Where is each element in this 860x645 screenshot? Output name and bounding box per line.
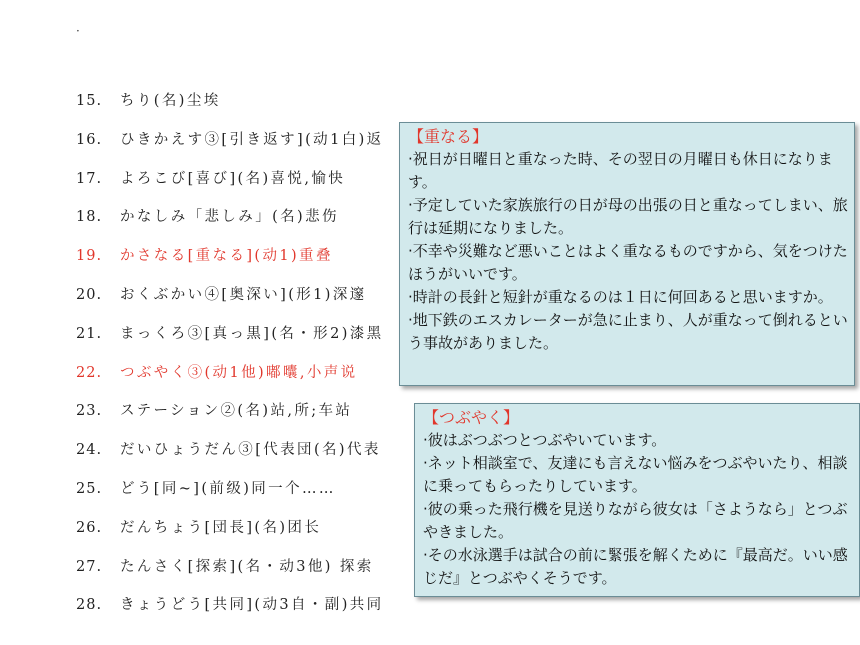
example-sentence: ·彼の乗った飛行機を見送りながら彼女は「さようなら」とつぶやきました。 xyxy=(423,500,848,541)
vocab-number: 22. xyxy=(76,364,103,381)
vocab-item-highlighted xyxy=(76,241,384,280)
page-mark: · xyxy=(76,24,80,38)
vocab-item-highlighted xyxy=(76,358,384,397)
vocab-number: 26. xyxy=(76,519,103,536)
vocab-number: 16. xyxy=(76,131,103,148)
vocab-item xyxy=(76,125,384,164)
vocab-number: 24. xyxy=(76,442,103,459)
vocab-text: だいひょうだん③[代表団(名)代表 xyxy=(120,442,381,459)
vocab-number: 19. xyxy=(76,248,103,265)
vocab-text: かさなる[重なる](动1)重叠 xyxy=(120,248,333,265)
vocab-number: 27. xyxy=(76,558,103,575)
vocab-number: 28. xyxy=(76,597,103,614)
example-sentence: ·地下鉄のエスカレーターが急に止まり、人が重なって倒れるという事故がありました。 xyxy=(408,311,848,352)
example-sentence: ·予定していた家族旅行の日が母の出張の日と重なってしまい、旅行は延期になりました。 xyxy=(408,196,848,237)
vocab-item xyxy=(76,396,384,435)
vocab-item xyxy=(76,164,384,203)
vocabulary-list xyxy=(76,86,384,629)
vocab-text: ちり(名)尘埃 xyxy=(120,93,221,109)
vocab-item xyxy=(76,552,384,591)
vocab-item xyxy=(76,86,384,125)
vocab-number: 17. xyxy=(76,170,103,187)
vocab-text: おくぶかい④[奥深い](形1)深邃 xyxy=(120,286,367,303)
example-box-kasanaru xyxy=(399,122,855,386)
vocab-text: たんさく[探索](名・动3他) 探索 xyxy=(120,558,374,575)
example-box-tsubuyaku xyxy=(414,403,860,597)
vocab-number: 21. xyxy=(76,325,103,342)
vocab-number: 20. xyxy=(76,286,103,303)
vocab-item xyxy=(76,513,384,552)
example-sentence: ·不幸や災難など悪いことはよく重なるものですから、気をつけたほうがいいです。 xyxy=(408,242,848,283)
vocab-text: よろこび[喜び](名)喜悦,愉快 xyxy=(120,170,346,187)
example-sentence: ·ネット相談室で、友達にも言えない悩みをつぶやいたり、相談に乗ってもらったりしています。 xyxy=(423,454,848,495)
example-box-heading: 【つぶやく】 xyxy=(423,408,520,427)
vocab-number: 23. xyxy=(76,403,103,420)
vocab-item xyxy=(76,590,384,629)
vocab-item xyxy=(76,202,384,241)
vocab-number: 25. xyxy=(76,480,103,497)
vocab-text: どう[同~](前级)同一个…… xyxy=(120,480,336,497)
vocab-text: だんちょう[団長](名)团长 xyxy=(120,519,322,536)
vocab-item xyxy=(76,435,384,474)
vocab-text: つぶやく③(动1他)嘟囔,小声说 xyxy=(120,364,358,381)
vocab-item xyxy=(76,319,384,358)
example-sentence: ·その水泳選手は試合の前に緊張を解くために『最高だ。いい感じだ』とつぶやくそうです。 xyxy=(423,546,848,587)
vocab-item xyxy=(76,280,384,319)
vocab-number: 18. xyxy=(76,209,103,226)
vocab-number: 15. xyxy=(76,93,103,109)
example-sentence: ·時計の長針と短針が重なるのは１日に何回あると思いますか。 xyxy=(408,288,833,306)
example-sentence: ·彼はぶつぶつとつぶやいています。 xyxy=(423,431,667,449)
example-box-heading: 【重なる】 xyxy=(408,127,489,146)
vocab-text: かなしみ「悲しみ」(名)悲伤 xyxy=(120,209,339,226)
vocab-text: まっくろ③[真っ黒](名・形2)漆黑 xyxy=(120,325,384,342)
vocab-text: きょうどう[共同](动3自・副)共同 xyxy=(120,597,384,614)
vocab-text: ひきかえす③[引き返す](动1白)返 xyxy=(120,131,384,148)
vocab-text: ステーション②(名)站,所;车站 xyxy=(120,403,353,420)
vocab-item xyxy=(76,474,384,513)
example-sentence: ·祝日が日曜日と重なった時、その翌日の月曜日も休日になります。 xyxy=(408,150,833,191)
